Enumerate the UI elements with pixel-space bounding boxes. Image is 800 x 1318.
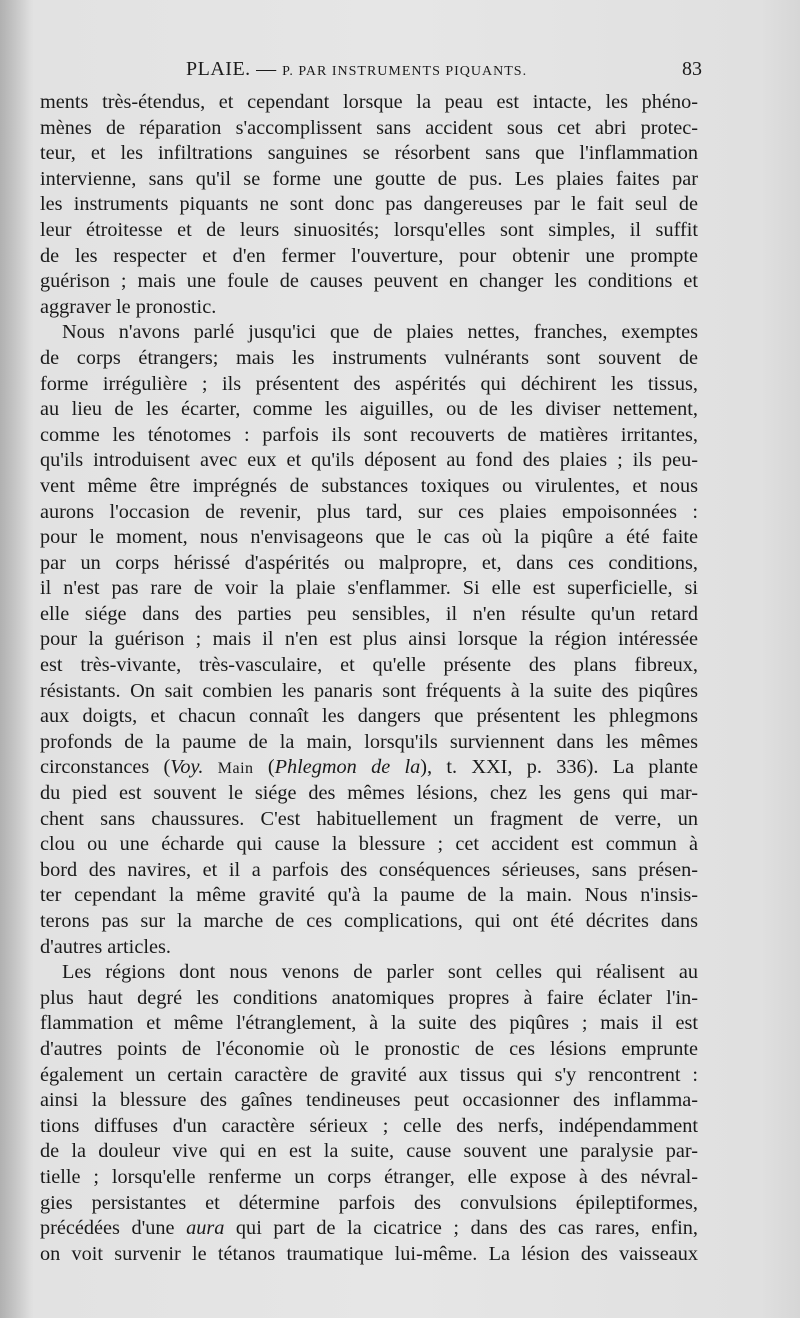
text-line: résistants. On sait combien les panaris sont fréquents à la suite des piqûres (40, 679, 698, 702)
text-line: leur étroitesse et de leurs sinuosités; lorsqu'elles sont simples, il suffit (40, 218, 698, 241)
text-line: profonds de la paume de la main, lorsqu'ils surviennent dans les mêmes (40, 730, 698, 753)
text-line: également un certain caractère de gravité aux tissus qui s'y rencontrent : (40, 1063, 698, 1086)
text-line: au lieu de les écarter, comme les aiguilles, ou de les diviser nettement, (40, 398, 698, 421)
text-line: Les régions dont nous venons de parler sont celles qui réalisent au (62, 961, 698, 984)
text-line: les instruments piquants ne sont donc pas dangereuses par le fait seul de (40, 193, 698, 216)
citation-text-after: ), t. XXI, p. 336). La plante (420, 756, 698, 779)
text-line: mènes de réparation s'accomplissent sans accident sous cet abri protec- (40, 116, 698, 139)
text-line: flammation et même l'étranglement, à la suite des piqûres ; mais il est (40, 1012, 698, 1035)
text-line: clou ou une écharde qui cause la blessure ; cet accident est commun à (40, 833, 698, 856)
text-line: guérison ; mais une foule de causes peuvent en changer les conditions et (40, 270, 698, 293)
text-line: de corps étrangers; mais les instruments vulnérants sont souvent de (40, 346, 698, 369)
text-line-aura (40, 1216, 698, 1242)
citation-text-before: circonstances ( (40, 756, 171, 779)
running-head (40, 58, 702, 86)
text-line: bord des navires, et il a parfois des conséquences sérieuses, sans présen- (40, 858, 698, 881)
text-line: teur, et les infiltrations sanguines se résorbent sans que l'inflammation (40, 142, 698, 165)
text-line: on voit survenir le tétanos traumatique lui-même. La lésion des vaisseaux (40, 1242, 698, 1265)
body-text (40, 90, 698, 1267)
running-head-title (186, 58, 527, 81)
text-line: aggraver le pronostic. (40, 295, 217, 318)
aura-text-after: qui part de la cicatrice ; dans des cas rares, enfin, (224, 1217, 698, 1240)
aura-text-before: précédées d'une (40, 1217, 187, 1240)
running-head-title-sub: P. PAR INSTRUMENTS PIQUANTS. (282, 64, 528, 79)
text-line: gies persistantes et détermine parfois des convulsions épileptiformes, (40, 1191, 698, 1214)
text-line: Nous n'avons parlé jusqu'ici que de plaies nettes, franches, exemptes (62, 321, 698, 344)
text-line-citation (40, 755, 698, 781)
text-line: comme les ténotomes : parfois ils sont recouverts de matières irritantes, (40, 423, 698, 446)
text-line: il n'est pas rare de voir la plaie s'enflammer. Si elle est superficielle, si (40, 577, 698, 600)
text-line: aurons l'occasion de revenir, plus tard, sur ces plaies empoisonnées : (40, 500, 698, 523)
citation-main: Main (217, 760, 254, 778)
text-line: elle siége dans des parties peu sensibles, il n'en résulte qu'un retard (40, 602, 698, 625)
citation-open-paren: ( (253, 756, 275, 779)
text-line: tielle ; lorsqu'elle renferme un corps étranger, elle expose à des névral- (40, 1165, 698, 1188)
aura-word: aura (186, 1217, 225, 1240)
text-line: de les respecter et d'en fermer l'ouverture, pour obtenir une prompte (40, 244, 698, 267)
gutter-shadow (0, 0, 34, 1318)
text-line: tions diffuses d'un caractère sérieux ; celle des nerfs, indépendamment (40, 1114, 698, 1137)
text-line: pour la guérison ; mais il n'en est plus ainsi lorsque la région intéressée (40, 628, 698, 651)
text-line: ainsi la blessure des gaînes tendineuses peut occasionner des inflamma- (40, 1089, 698, 1112)
text-line: du pied est souvent le siége des mêmes lésions, chez les gens qui mar- (40, 782, 698, 805)
page-number: 83 (682, 58, 702, 80)
text-line: de la douleur vive qui en est la suite, cause souvent une paralysie par- (40, 1140, 698, 1163)
text-line: ments très-étendus, et cependant lorsque la peau est intacte, les phéno- (40, 91, 698, 113)
text-line: forme irrégulière ; ils présentent des aspérités qui déchirent les tissus, (40, 372, 698, 395)
text-line: aux doigts, et chacun connaît les dangers que présentent les phlegmons (40, 705, 698, 728)
text-line: plus haut degré les conditions anatomiques propres à faire éclater l'in- (40, 986, 698, 1009)
text-line: d'autres articles. (40, 935, 171, 958)
running-head-title-main: PLAIE. — (186, 58, 283, 80)
text-line: ter cependant la même gravité qu'à la paume de la main. Nous n'insis- (40, 884, 698, 907)
text-line: par un corps hérissé d'aspérités ou malpropre, et, dans ces conditions, (40, 551, 698, 574)
citation-voy: Voy. (170, 756, 204, 779)
text-line: intervienne, sans qu'il se forme une goutte de pus. Les plaies faites par (40, 167, 698, 190)
text-line: chent sans chaussures. C'est habituellement un fragment de verre, un (40, 807, 698, 830)
text-line: vent même être imprégnés de substances toxiques ou virulentes, et nous (40, 474, 698, 497)
text-line: terons pas sur la marche de ces complications, qui ont été décrites dans (40, 910, 698, 932)
text-line: pour le moment, nous n'envisageons que le cas où la piqûre a été faite (40, 526, 698, 549)
text-line: est très-vivante, très-vasculaire, et qu'elle présente des plans fibreux, (40, 654, 698, 677)
text-line: d'autres points de l'économie où le pronostic de ces lésions emprunte (40, 1037, 698, 1060)
text-line: qu'ils introduisent avec eux et qu'ils déposent au fond des plaies ; ils peu- (40, 449, 698, 472)
citation-phlegmon: Phlegmon de la (274, 756, 421, 779)
